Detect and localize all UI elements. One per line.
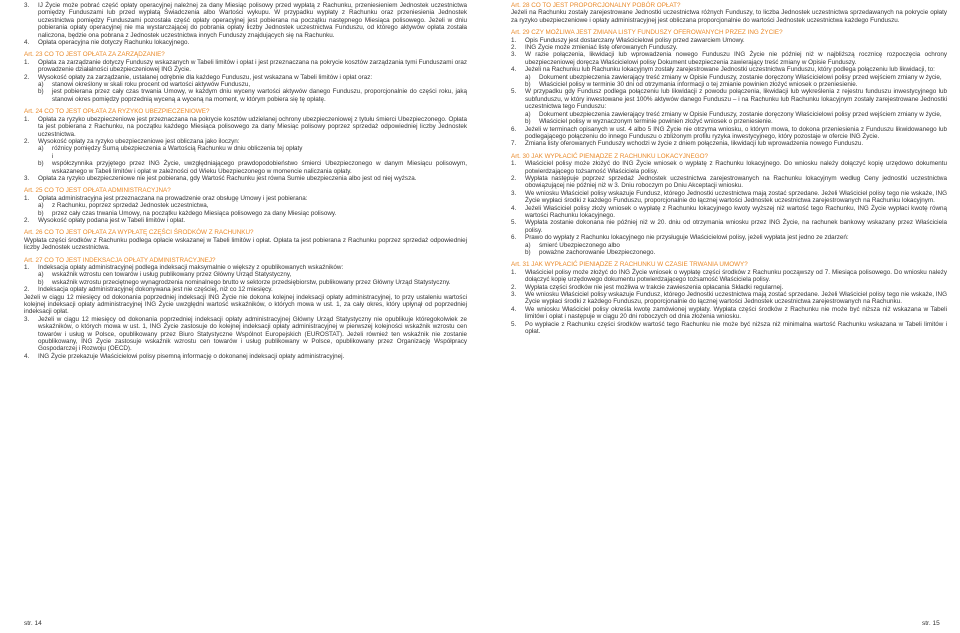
sub-item [511, 111, 947, 118]
item-number: b) [525, 118, 531, 126]
item-text: Jeżeli w ciągu 12 miesięcy od dokonania poprzedniej indeksacji opłaty administracyjnej Główny Urząd Statystyczny nie opublikuje któregokolwiek ze wskaźników, o których mowa w ust. 1, ING Życie zastosuje do kolejnej indeksacji opłaty administracyjnej w pierwszej kolejności wskaźnik wzrostu cen towarów i usług w Polsce, opublikowany przez Biuro Statystyczne Wspólnot Europejskich (EUROSTAT). Jeżeli również ten wskaźnik nie zostanie opublikowany, ING Życie zastosuje wskaźnik wzrostu cen towarów i usług publikowany w Polsce, opublikowany przez Organizację Współpracy Gospodarczej i Rozwoju (OECD). [38, 315, 467, 353]
item-text: Indeksacja opłaty administracyjnej podlega indeksacji maksymalnie o większy z opublikowanych wskaźników: [38, 264, 344, 271]
item-number: 2. [511, 283, 517, 291]
paragraph [511, 126, 947, 141]
sub-item [24, 160, 467, 175]
item-text: ING Życie przekazuje Właścicielowi polisy pisemną informację o dokonanej indeksacji opłaty administracyjnej. [38, 352, 345, 360]
item-number: 4. [511, 305, 517, 313]
paragraph [511, 205, 947, 220]
item-text: Po wypłacie z Rachunku części środków wartość tego Rachunku nie może być niższa niż minimalna wartość Rachunku wskazana w Tabeli limitów i opłat. [525, 320, 947, 336]
paragraph [24, 217, 467, 224]
item-text: Opłata za ryzyko ubezpieczeniowe nie jest pobierana, gdy Wartość Rachunku jest równa Sumie ubezpieczenia albo jest od niej wyższa. [38, 174, 417, 182]
item-text: stanowi określony w skali roku procent od wartości aktywów Funduszu, [52, 81, 251, 89]
item-number: 1. [24, 194, 30, 202]
item-text: Opłata za ryzyko ubezpieczeniowe jest przeznaczana na pokrycie kosztów udzielanej ochrony ubezpieczeniowej z tytułu śmierci Ubezpieczonego. Opłata ta jest pobierana z Rachunku, na początku każdego Miesiąca polisowego za dany Miesiąc polisowy poprzez sprzedaż odpowiedniej liczby Jednostek uczestnictwa. [38, 115, 467, 138]
item-number: 1. [24, 115, 30, 123]
item-text: Wypłata zostanie dokonana nie później niż w 20. dniu od otrzymania wniosku przez ING Życie, na rachunek bankowy wskazany przez Właściciela polisy. [525, 219, 947, 234]
article-heading: Art. 25 CO TO JEST OPŁATA ADMINISTRACYJNA? [24, 187, 171, 195]
sub-item [511, 74, 947, 81]
item-text: Dokument ubezpieczenia zawierający treść zmiany w Opisie Funduszy, zostanie doręczony Właścicielowi polisy przed wejściem zmiany w życie, [539, 73, 942, 81]
item-number: 2. [24, 73, 30, 81]
item-number: 4. [24, 39, 30, 47]
item-number: b) [525, 249, 531, 256]
item-number: 1. [511, 160, 517, 168]
paragraph [24, 138, 467, 145]
paragraph [24, 353, 467, 360]
item-text: ING Życie może zmieniać listę oferowanych Funduszy. [525, 44, 678, 52]
paragraph [511, 321, 947, 336]
left-column [24, 2, 467, 360]
paragraph [511, 284, 947, 291]
paragraph [24, 316, 467, 353]
item-text: Wysokość opłaty podana jest w Tabeli limitów i opłat. [38, 216, 186, 224]
item-number: a) [525, 110, 531, 118]
item-number: b) [38, 160, 44, 168]
article-heading: Art. 27 CO TO JEST INDEKSACJA OPŁATY ADMINISTRACYJNEJ? [24, 256, 216, 264]
item-number: a) [525, 241, 531, 249]
item-text: jest pobierana przez cały czas trwania Umowy, w każdym dniu wyceny wartości aktywów danego Funduszu, proporcjonalnie do części roku, jaką stanowi okres pomiędzy poprzednią wyceną a wyceną na moment, w którym pobiera się tę opłatę. [52, 88, 467, 103]
sub-item [511, 118, 947, 125]
item-number: b) [38, 278, 44, 286]
sub-item [24, 279, 467, 286]
item-text: Opłata operacyjna nie dotyczy Rachunku lokacyjnego. [38, 39, 190, 47]
item-number: 6. [511, 125, 517, 133]
paragraph [511, 9, 947, 24]
item-number: 4. [511, 66, 517, 74]
item-text: We wniosku Właściciel polisy określa kwotę zamówionej wypłaty. Wypłata części środków z Rachunku nie może być niższa niż wskazana w Tabeli limitów i opłat i następuje w ciągu 20 dni roboczych od dnia złożenia wniosku. [525, 305, 947, 321]
item-number: b) [38, 209, 44, 217]
item-number: 3. [511, 51, 517, 59]
paragraph [24, 74, 467, 81]
item-number: a) [38, 271, 44, 279]
item-number: 3. [511, 189, 517, 197]
article-heading: Art. 30 JAK WYPŁACIĆ PIENIĄDZE Z RACHUNKU LOKACYJNEGO? [511, 152, 708, 160]
item-number: 2. [24, 286, 30, 294]
item-text: Właściciel polisy może złożyć do ING Życie wniosek o wypłatę części środków z Rachunku począwszy od 7. Miesiąca polisowego. Do wniosku należy dołączyć kopię urzędowego dokumentu potwierdzającego tożsamość Właściciela polisy. [525, 268, 947, 284]
article-heading: Art. 28 CO TO JEST PROPORCJONALNY POBÓR OPŁAT? [511, 2, 681, 9]
article-heading: Art. 26 CO TO JEST OPŁATA ZA WYPŁATĘ CZĘŚCI ŚRODKÓW Z RACHUNKU? [24, 229, 254, 237]
paragraph [24, 59, 467, 74]
sub-item [511, 249, 947, 256]
paragraph [511, 190, 947, 205]
item-text: Opłata za zarządzanie dotyczy Funduszy wskazanych w Tabeli limitów i opłat i jest przeznaczana na pokrycie kosztów zarządzania tymi Funduszami oraz prowadzenie działalności ubezpieczeniowej ING Życie. [38, 58, 467, 74]
paragraph [24, 175, 467, 182]
item-number: a) [38, 81, 44, 89]
sub-item [24, 81, 467, 88]
page-number-right: str. 15 [922, 620, 940, 627]
paragraph [24, 294, 467, 316]
sub-item [24, 202, 467, 209]
paragraph [511, 88, 947, 110]
article-heading: Art. 24 CO TO JEST OPŁATA ZA RYZYKO UBEZPIECZENIOWE? [24, 108, 210, 116]
item-number: 2. [511, 44, 517, 52]
paragraph [511, 269, 947, 284]
item-text: Dokument ubezpieczenia zawierający treść zmiany w Opisie Funduszy, zostanie doręczony Właścicielowi polisy przed wejściem zmiany w życie, [539, 110, 942, 118]
item-number: 2. [511, 174, 517, 182]
item-number: 4. [511, 204, 517, 212]
item-number: 5. [511, 88, 517, 96]
item-number: 5. [511, 320, 517, 328]
item-text: Jeżeli w terminach opisanych w ust. 4 albo 5 ING Życie nie otrzyma wniosku, o którym mowa, to dokona przeniesienia z Funduszu likwidowanego lub podlegającego połączeniu do innego Funduszu o zbliżonym profilu ryzyka inwestycyjnego, który pozostaje w ofercie ING Życie. [525, 125, 947, 140]
sub-item [511, 81, 947, 88]
item-text: wskaźnik wzrostu cen towarów i usług publikowany przez Główny Urząd Statystyczny, [52, 271, 292, 279]
paragraph [24, 237, 467, 252]
item-number: a) [38, 145, 44, 153]
item-text: śmierć Ubezpieczonego albo [539, 241, 620, 249]
paragraph [511, 306, 947, 321]
item-text: Właściciel polisy w terminie 30 dni od otrzymania informacji o tej zmianie powinien złożyć wniosek o przeniesienie. [539, 81, 858, 89]
item-text: Właściciel polisy może złożyć do ING Życie wniosek o wypłatę z Rachunku lokacyjnego. Do wniosku należy dołączyć kopię urzędowo dokumentu potwierdzającego tożsamość Właściciela polisy. [525, 160, 947, 175]
item-number: 2. [24, 216, 30, 224]
paragraph [24, 195, 467, 202]
paragraph [511, 51, 947, 66]
item-text: Jeżeli na Rachunku lub Rachunku lokacyjnym zostały zarejestrowane Jednostki uczestnictwa Funduszu, który podlega połączeniu lub likwidacji, to: [525, 66, 935, 74]
sub-item [24, 88, 467, 103]
item-number: 3. [24, 174, 30, 182]
item-number: 4. [24, 352, 30, 360]
paragraph [511, 234, 947, 241]
paragraph [511, 37, 947, 44]
item-text: Jeżeli na Rachunku zostały zarejestrowane Jednostki uczestnictwa różnych Funduszy, to liczba Jednostek uczestnictwa sprzedawanych na pokrycie opłaty za ryzyko ubezpieczeniowe i opłaty administracyjnej jest obliczana proporcjonalnie do wartości Jednostek uczestnictwa każdego Funduszu. [511, 9, 947, 24]
paragraph [24, 116, 467, 138]
item-number: 3. [24, 2, 30, 9]
paragraph [511, 175, 947, 190]
item-text: Prawo do wypłaty z Rachunku lokacyjnego nie przysługuje Właścicielowi polisy, jeżeli wypłata jest jedno ze zdarzeń: [525, 234, 849, 242]
paragraph [24, 39, 467, 46]
item-text: IJ Życie może pobrać część opłaty operacyjnej należnej za dany Miesiąc polisowy przed wypłatą z Rachunku, przeniesieniem Jednostek uczestnictwa pomiędzy Funduszami lub przed wypłatą Świadczenia albo Wartości wykupu. W przypadku wypłaty z Rachunku oraz przeniesienia Jednostek uczestnictwa pomiędzy Funduszami pozostała część opłaty operacyjnej jest pobierana na początku następnego Miesiąca polisowego. Jeżeli w dniu pobierania opłaty operacyjnej nie ma wystarczającej do pobrania opłaty liczby Jednostek uczestnictwa Funduszu, od którego aktywów opłata została naliczona, będzie ona pobrana z Jednostek uczestnictwa innych Funduszy znajdujących się na Rachunku. [38, 2, 467, 39]
paragraph [511, 291, 947, 306]
item-text: i [52, 152, 54, 160]
item-text: W razie połączenia, likwidacji lub wprowadzenia nowego Funduszu ING Życie nie później niż w najbliższą rocznicę rozpoczęcia ochrony ubezpieczeniowej doręcza Właścicielowi polisy Dokument ubezpieczenia zawierający treść zmiany w Opisie Funduszy. [525, 51, 947, 66]
item-number: 2. [24, 137, 30, 145]
item-text: Zmiana listy oferowanych Funduszy wchodzi w życie z dniem połączenia, likwidacji lub wprowadzenia nowego Funduszu. [525, 140, 864, 148]
item-text: poważne zachorowanie Ubezpieczonego. [539, 249, 656, 256]
item-text: Właściciel polisy w wyznaczonym terminie powinien złożyć wniosek o przeniesienie. [539, 118, 773, 126]
item-text: W przypadku gdy Fundusz podlega połączeniu lub likwidacji z powodu połączenia, likwidacji lub wykreślenia z rejestru funduszu inwestycyjnego lub subfunduszu, w który inwestowane jest 100% aktywów danego Funduszu – i na Rachunku lub Rachunku lokacyjnym zostały zarejestrowane Jednostki uczestnictwa tego Funduszu: [525, 88, 947, 111]
article-heading: Art. 29 CZY MOŻLIWA JEST ZMIANA LISTY FUNDUSZY OFEROWANYCH PRZEZ ING ŻYCIE? [511, 29, 783, 37]
item-text: Opłata administracyjna jest przeznaczana na prowadzenie oraz obsługę Umowy i jest pobierana: [38, 194, 308, 202]
sub-item [24, 210, 467, 217]
sub-item [511, 242, 947, 249]
right-column [511, 2, 947, 335]
paragraph [511, 66, 947, 73]
item-text: We wniosku Właściciel polisy wskazuje Fundusz, którego Jednostki uczestnictwa mają zostać sprzedane. Jeżeli Właściciel polisy tego nie wskaże, ING Życie wypłaci środki z każdego Funduszu, proporcjonalnie do łącznej wartości Jednostek uczestnictwa zarejestrowanych na Rachunku. [525, 291, 947, 306]
sub-item [24, 271, 467, 278]
item-number: 3. [24, 315, 30, 323]
item-number: a) [525, 73, 531, 81]
item-number: 6. [511, 234, 517, 242]
item-number: 1. [24, 264, 30, 271]
item-text: Wypłata części środków z Rachunku podlega opłacie wskazanej w Tabeli limitów i opłat. Opłata ta jest pobierana z Rachunku poprzez sprzedaż odpowiedniej liczby Jednostek uczestnictwa. [24, 236, 467, 252]
item-text: Wypłata następuje poprzez sprzedaż Jednostek uczestnictwa zarejestrowanych na Rachunku lokacyjnym według Ceny jednostki uczestnictwa obowiązującej nie później niż w 3. Dniu roboczym po Dniu Akceptacji wniosku. [525, 174, 947, 190]
paragraph [24, 286, 467, 293]
item-text: różnicy pomiędzy Sumą ubezpieczenia a Wartością Rachunku w dniu obliczenia tej opłaty [52, 145, 303, 153]
item-text: Wypłata części środków nie jest możliwa w trakcie zawieszenia opłacania Składki regularnej. [525, 283, 784, 291]
paragraph [24, 264, 467, 271]
item-number: b) [525, 81, 531, 89]
item-number: 1. [24, 58, 30, 66]
article-heading: Art. 31 JAK WYPŁACIĆ PIENIĄDZE Z RACHUNKU W CZASIE TRWANIA UMOWY? [511, 261, 748, 269]
item-text: Jeżeli w ciągu 12 miesięcy od dokonania poprzedniej indeksacji ING Życie nie dokona kolejnej indeksacji opłaty administracyjnej, to przy ustaleniu wartości kolejnej indeksacji opłaty administracyjnej ING Życie uwzględni wartość wskaźników, o których mowa w ust. 1, za cały okres, który upłynął od poprzedniej indeksacji opłat. [24, 293, 467, 316]
item-text: Indeksacja opłaty administracyjnej dokonywana jest nie częściej, niż co 12 miesięcy. [38, 286, 273, 294]
item-number: b) [38, 88, 44, 96]
paragraph [511, 160, 947, 175]
item-number: a) [38, 202, 44, 210]
item-text: przez cały czas trwania Umowy, na początku każdego Miesiąca polisowego za dany Miesiąc polisowy. [52, 209, 337, 217]
sub-item [24, 153, 467, 160]
item-text: Wysokość opłaty za zarządzanie, ustalanej odrębnie dla każdego Funduszu, jest wskazana w Tabeli limitów i opłat oraz: [38, 73, 373, 81]
paragraph [511, 219, 947, 234]
item-number: 1. [511, 268, 517, 276]
page-number-left: str. 14 [24, 620, 42, 627]
item-text: Wysokość opłaty za ryzyko ubezpieczeniowe jest obliczana jako iloczyn: [38, 137, 240, 145]
article-heading: Art. 23 CO TO JEST OPŁATA ZA ZARZĄDZANIE? [24, 51, 165, 59]
item-text: wskaźnik wzrostu przeciętnego wynagrodzenia nominalnego brutto w sektorze przedsiębiorstw, publikowany przez Główny Urząd Statystyczny. [52, 278, 451, 286]
item-text: współczynnika przyjętego przez ING Życie, uwzględniającego prawdopodobieństwo śmierci Ubezpieczonego w danym Miesiącu polisowym, wskazanego w Tabeli limitów i opłat w zależności od Wieku Ubezpieczonego w momencie naliczania opłaty. [52, 160, 467, 175]
item-number: 7. [511, 140, 517, 148]
item-text: Opis Funduszy jest dostarczany Właścicielowi polisy przed zawarciem Umowy. [525, 36, 745, 44]
item-text: z Rachunku, poprzez sprzedaż Jednostek uczestnictwa, [52, 202, 209, 210]
item-number: 5. [511, 219, 517, 227]
item-number: 3. [511, 291, 517, 299]
item-text: We wniosku Właściciel polisy wskazuje Fundusz, którego Jednostki uczestnictwa mają zostać sprzedane. Jeżeli Właściciel polisy tego nie wskaże, ING Życie wypłaci środki z każdego Funduszu, proporcjonalnie do łącznej wartości Jednostek uczestnictwa zarejestrowanych na Rachunku lokacyjnym. [525, 189, 947, 205]
item-number: 1. [511, 36, 517, 44]
paragraph [24, 2, 467, 39]
sub-item [24, 145, 467, 152]
item-text: Jeżeli Właściciel polisy złoży wniosek o wypłatę z Rachunku lokacyjnego kwoty wyższej niż wartość tego Rachunku, ING Życie wypłaci kwotę równą wartości Rachunku lokacyjnego. [525, 204, 947, 219]
paragraph [511, 140, 947, 147]
